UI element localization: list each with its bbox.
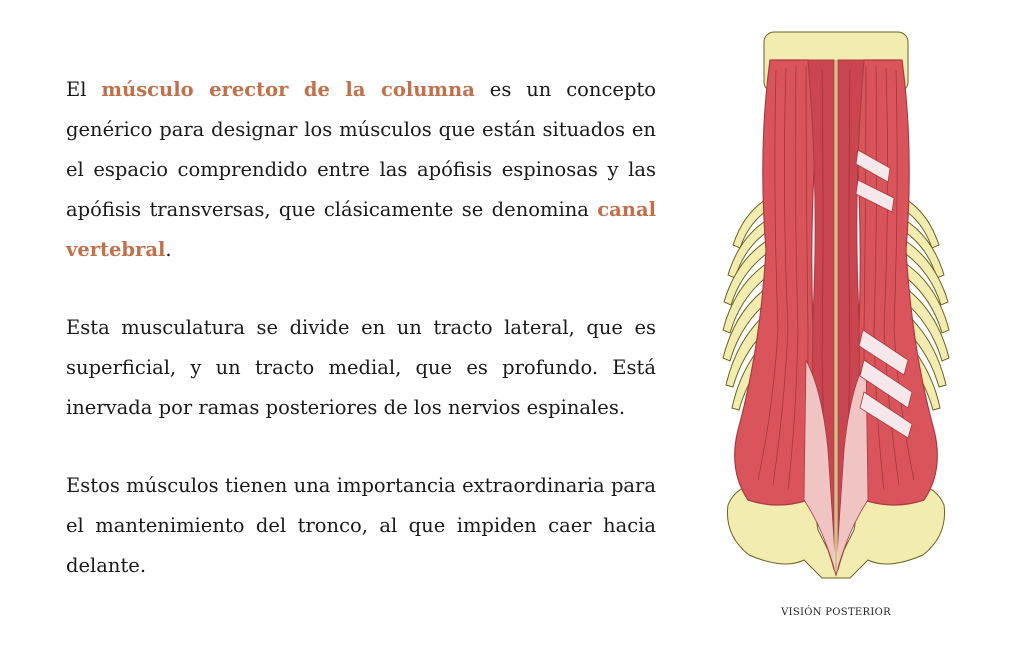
figure-caption: VISIÓN POSTERIOR <box>781 607 891 618</box>
back-muscles-illustration <box>718 30 954 580</box>
intro-body: es un concepto genérico para designar los músculos que están situados en el espacio comprendido entre las apófisis espinosas y las apófisis transversas, que clásicamente se denomina <box>66 78 656 221</box>
term-erector-muscle: músculo erector de la columna <box>101 78 475 101</box>
paragraph-intro <box>66 70 656 270</box>
paragraph-tracts: Esta musculatura se divide en un tracto lateral, que es superficial, y un tracto medial, que es profundo. Está inervada por ramas posteriores de los nervios espinales. <box>66 316 656 419</box>
intro-suffix: . <box>165 238 172 261</box>
term-vertebral-canal: canal vertebral <box>66 198 656 261</box>
paragraph-importance: Estos músculos tienen una importancia extraordinaria para el mantenimiento del tronco, al que impiden caer hacia delante. <box>66 474 656 577</box>
text-column <box>66 70 656 624</box>
intro-prefix: El <box>66 78 102 101</box>
